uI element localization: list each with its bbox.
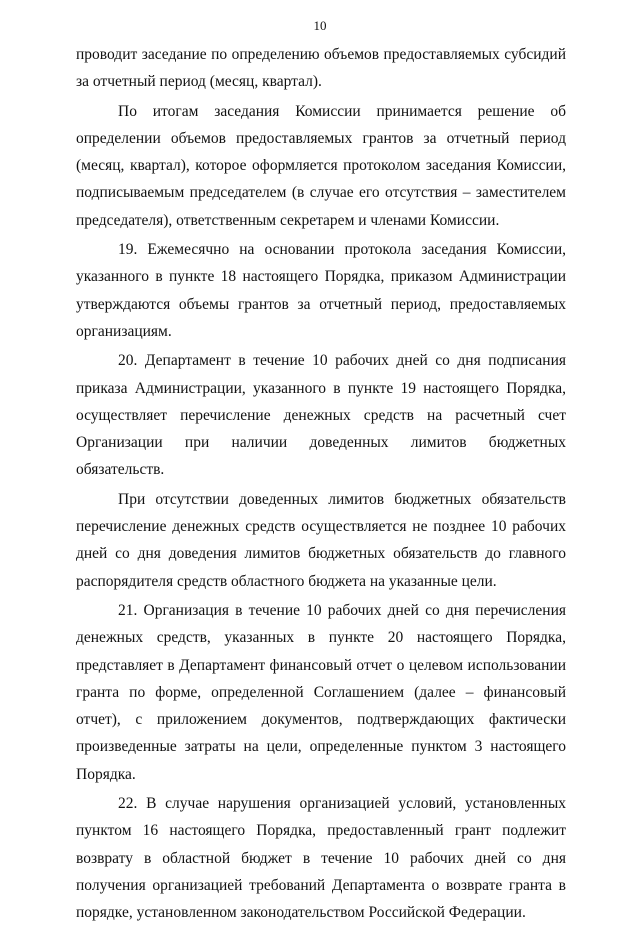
paragraph-item-21: 21. Организация в течение 10 рабочих дней со дня перечисления денежных средств, указанных в пункте 20 настоящего Порядка, представляет в Департамент финансовый отчет о целевом использовании гранта по форме, определенной Соглашением (далее – финансовый отчет), с приложением документов, подтверждающих фактически произведенные затраты на цели, определенные пунктом 3 настоящего Порядка. (76, 601, 566, 783)
paragraph-commission-decision: По итогам заседания Комиссии принимается решение об определении объемов предоставляемых грантов за отчетный период (месяц, квартал), которое оформляется протоколом заседания Комиссии, подписываемым председателем (в случае его отсутствия – заместителем председателя), ответственным секретарем и членами Комиссии. (76, 102, 566, 229)
paragraph-item-20: 20. Департамент в течение 10 рабочих дней со дня подписания приказа Администрации, указанного в пункте 19 настоящего Порядка, осуществляет перечисление денежных средств на расчетный счет Организации при наличии доведенных лимитов бюджетных обязательств. (76, 352, 566, 479)
paragraph-continuation: проводит заседание по определению объемов предоставляемых субсидий за отчетный период (месяц, квартал). (76, 46, 566, 91)
page-number: 10 (313, 18, 327, 33)
document-body (76, 41, 566, 927)
paragraph-item-19: 19. Ежемесячно на основании протокола заседания Комиссии, указанного в пункте 18 настоящего Порядка, приказом Администрации утверждаются объемы грантов за отчетный период, предоставляемых организациям. (76, 241, 566, 340)
paragraph-item-22: 22. В случае нарушения организацией условий, установленных пунктом 16 настоящего Порядка, предоставленный грант подлежит возврату в областной бюджет в течение 10 рабочих дней со дня получения организацией требований Департамента о возврате гранта в порядке, установленном законодательством Российской Федерации. (76, 795, 566, 922)
paragraph-no-limits: При отсутствии доведенных лимитов бюджетных обязательств перечисление денежных средств осуществляется не позднее 10 рабочих дней со дня доведения лимитов бюджетных обязательств до главного распорядителя средств областного бюджета на указанные цели. (76, 490, 566, 590)
